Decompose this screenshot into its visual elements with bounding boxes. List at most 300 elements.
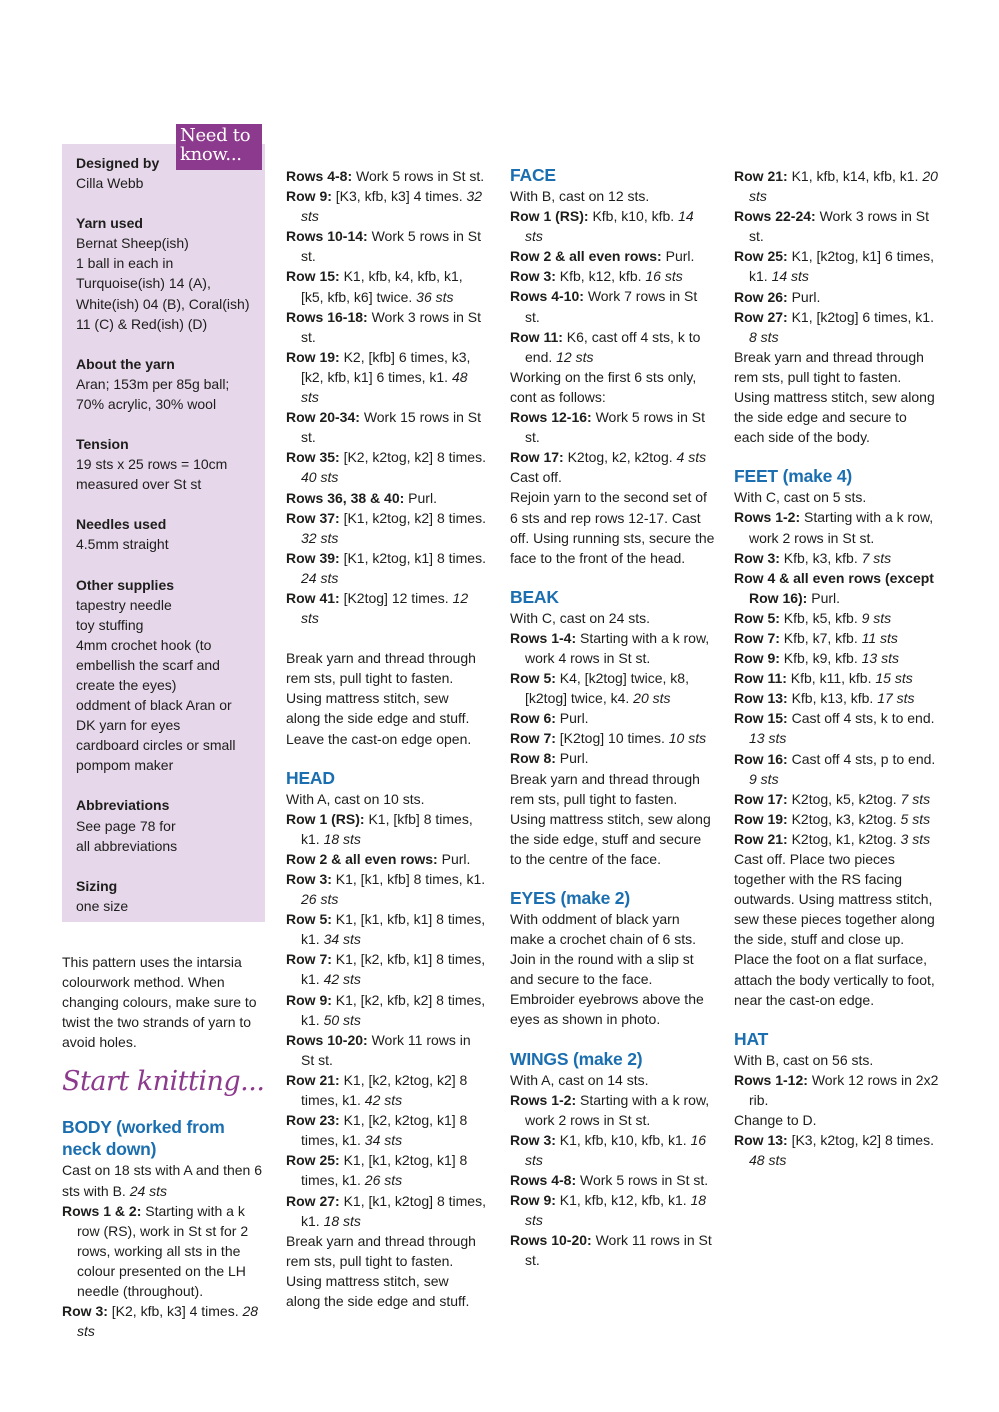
row-instruction xyxy=(510,628,715,668)
row-instruction xyxy=(286,809,486,849)
column-4 xyxy=(734,166,939,1170)
instruction-text: Work 11 rows in St st. xyxy=(301,1031,471,1068)
row-label: Row 19: xyxy=(734,810,788,827)
sidebar-section-title: Sizing xyxy=(76,877,118,894)
row-label: Row 17: xyxy=(510,449,564,466)
stitch-count: 20 sts xyxy=(749,168,938,205)
row-instruction xyxy=(510,1090,715,1130)
row-instruction xyxy=(734,206,939,246)
paragraph xyxy=(510,769,715,869)
stitch-count: 40 sts xyxy=(301,469,339,486)
instruction-text: Cast off. xyxy=(510,469,562,486)
row-instruction xyxy=(286,407,486,447)
row-instruction xyxy=(286,1191,486,1231)
paragraph xyxy=(510,186,715,206)
paragraph xyxy=(734,1050,939,1070)
instruction-text: Break yarn and thread through rem sts, pull tight to fasten. Using mattress stitch, sew along the side edge and stuff. Leave the cast-on edge open. xyxy=(286,650,476,747)
instruction-text: Purl. xyxy=(559,710,589,727)
section-heading: WINGS (make 2) xyxy=(510,1048,643,1069)
stitch-count: 18 sts xyxy=(323,1212,361,1229)
row-instruction xyxy=(734,608,939,628)
row-label: Row 3: xyxy=(510,268,556,285)
stitch-count: 9 sts xyxy=(749,770,779,787)
row-label: Rows 4-10: xyxy=(510,288,584,305)
row-instruction xyxy=(734,1070,939,1110)
stitch-count: 13 sts xyxy=(749,730,787,747)
row-instruction xyxy=(286,949,486,989)
stitch-count: 32 sts xyxy=(301,188,483,225)
instruction-text: Purl. xyxy=(811,589,841,606)
row-label: Row 1 (RS): xyxy=(286,810,365,827)
row-label: Row 27: xyxy=(734,308,788,325)
instruction-text: Kfb, k12, kfb. xyxy=(559,268,642,285)
stitch-count: 8 sts xyxy=(749,328,779,345)
row-label: Row 3: xyxy=(510,1131,556,1148)
instruction-text: Cast off 4 sts, k to end. xyxy=(791,710,935,727)
row-instruction xyxy=(286,1070,486,1110)
instruction-text: Purl. xyxy=(665,248,695,265)
row-label: Rows 16-18: xyxy=(286,308,368,325)
row-label: Row 9: xyxy=(286,188,332,205)
instruction-text: Work 11 rows in St st. xyxy=(525,1232,712,1269)
row-label: Row 13: xyxy=(734,1132,788,1149)
row-label: Rows 22-24: xyxy=(734,208,816,225)
paragraph xyxy=(510,367,715,407)
row-instruction xyxy=(510,286,715,326)
row-label: Row 11: xyxy=(734,670,787,687)
row-instruction xyxy=(286,588,486,628)
paragraph xyxy=(62,1160,268,1200)
instruction-text: Cast off. Place two pieces together with the RS facing outwards. Using mattress stitch, sew these pieces together along the side, stuff and close up. Place the foot on a flat surface, attach the body vertically to foot, near the cast-on edge. xyxy=(734,851,935,1008)
row-instruction xyxy=(286,1030,486,1070)
instruction-text: Work 12 rows in 2x2 rib. xyxy=(749,1071,939,1108)
row-instruction xyxy=(286,166,486,186)
row-instruction xyxy=(286,447,486,487)
row-label: Row 26: xyxy=(734,288,788,305)
row-instruction xyxy=(510,728,715,748)
instruction-text: Work 5 rows in St st. xyxy=(301,228,482,265)
row-instruction xyxy=(734,1130,939,1170)
instruction-text: K1, [k2, k2tog, k2] 8 times, k1. xyxy=(301,1071,468,1109)
instruction-text: [K1, k2tog, k2] 8 times. xyxy=(343,509,486,526)
row-instruction xyxy=(510,447,715,467)
sidebar-section-line: all abbreviations xyxy=(76,837,178,854)
row-label: Rows 4-8: xyxy=(510,1172,577,1189)
instruction-text: Work 5 rows in St st. xyxy=(580,1172,709,1189)
sidebar-section-line: 70% acrylic, 30% wool xyxy=(76,395,217,412)
stitch-count: 50 sts xyxy=(323,1011,361,1028)
row-instruction xyxy=(286,990,486,1030)
paragraph xyxy=(734,347,939,447)
instruction-text: Purl. xyxy=(791,288,821,305)
row-instruction xyxy=(286,508,486,548)
sidebar-section-title: Designed by xyxy=(76,155,160,171)
row-label: Row 41: xyxy=(286,589,340,606)
row-label: Row 8: xyxy=(510,750,556,767)
row-instruction xyxy=(734,307,939,347)
row-label: Row 5: xyxy=(734,609,780,626)
instruction-text: Kfb, k13, kfb. xyxy=(791,690,874,707)
sidebar-section-line: DK yarn for eyes xyxy=(76,717,181,734)
row-label: Row 6: xyxy=(510,710,556,727)
instruction-text: Starting with a k row, work 4 rows in St st. xyxy=(525,629,710,666)
instruction-text: Cast on 18 sts with A and then 6 sts with B. xyxy=(62,1162,263,1199)
paragraph xyxy=(510,1070,715,1090)
row-instruction xyxy=(286,548,486,588)
row-label: Rows 10-14: xyxy=(286,228,368,245)
stitch-count: 32 sts xyxy=(301,529,339,546)
stitch-count: 7 sts xyxy=(861,549,892,566)
row-instruction xyxy=(734,287,939,307)
row-instruction xyxy=(734,789,939,809)
section-heading: FEET (make 4) xyxy=(734,466,852,487)
stitch-count: 13 sts xyxy=(861,650,899,667)
row-instruction xyxy=(734,688,939,708)
stitch-count: 10 sts xyxy=(668,730,707,747)
row-instruction xyxy=(510,708,715,728)
row-instruction xyxy=(734,668,939,688)
instruction-text: Kfb, k10, kfb. xyxy=(592,208,675,225)
instruction-text: [K3, kfb, k3] 4 times. xyxy=(335,188,463,205)
stitch-count: 34 sts xyxy=(323,931,361,948)
row-instruction xyxy=(62,1201,268,1301)
row-label: Rows 10-20: xyxy=(286,1031,368,1048)
stitch-count: 18 sts xyxy=(525,1192,707,1229)
section-gap xyxy=(76,555,249,575)
paragraph xyxy=(734,487,939,507)
row-instruction xyxy=(286,307,486,347)
row-label: Row 3: xyxy=(62,1303,108,1320)
instruction-text: K1, kfb, k12, kfb, k1. xyxy=(559,1192,687,1209)
row-instruction xyxy=(286,266,486,306)
row-label: Row 7: xyxy=(510,730,556,747)
instruction-text: Rejoin yarn to the second set of 6 sts and rep rows 12-17. Cast off. Using running sts, secure the face to the front of the head. xyxy=(510,489,715,566)
stitch-count: 48 sts xyxy=(749,1152,787,1169)
stitch-count: 18 sts xyxy=(323,830,361,847)
instruction-text: Starting with a k row (RS), work in St st for 2 rows, working all sts in the colour presented on the LH needle (throughout). xyxy=(77,1202,249,1300)
instruction-text: [K2tog] 10 times. xyxy=(559,730,665,747)
row-label: Rows 1-2: xyxy=(734,509,801,526)
instruction-text: With oddment of black yarn make a crochet chain of 6 sts. Join in the round with a slip st and secure to the face. Embroider eyebrows above the eyes as shown in photo. xyxy=(510,911,704,1028)
row-label: Row 20-34: xyxy=(286,409,360,426)
sidebar-section-title: Yarn used xyxy=(76,215,143,232)
instruction-text: [K2tog] 12 times. xyxy=(343,589,449,606)
paragraph-gap xyxy=(286,628,486,648)
instruction-text: K2tog, k3, k2tog. xyxy=(791,810,897,827)
row-instruction xyxy=(286,849,486,869)
row-instruction xyxy=(510,407,715,447)
sidebar-section-line: measured over St st xyxy=(76,476,202,493)
instruction-text: K1, [k2, kfb, k2] 8 times, k1. xyxy=(301,991,486,1028)
instruction-text: Work 3 rows in St st. xyxy=(301,308,482,345)
row-instruction xyxy=(510,1190,715,1230)
instruction-text: Work 5 rows in St st. xyxy=(356,168,485,184)
stitch-count: 16 sts xyxy=(525,1131,707,1168)
section-heading: BODY (worked from neck down) xyxy=(62,1117,225,1160)
row-label: Row 17: xyxy=(734,790,788,807)
row-label: Row 25: xyxy=(286,1152,340,1169)
row-instruction xyxy=(286,1150,486,1190)
instruction-text: Change to D. xyxy=(734,1112,817,1129)
instruction-text: [K3, k2tog, k2] 8 times. xyxy=(791,1132,934,1149)
stitch-count: 26 sts xyxy=(301,891,339,908)
row-instruction xyxy=(510,1170,715,1190)
row-instruction xyxy=(734,809,939,829)
row-label: Row 11: xyxy=(510,328,563,345)
instruction-text: K2, [kfb] 6 times, k3, [k2, kfb, k1] 6 times, k1. xyxy=(301,348,471,385)
stitch-count: 42 sts xyxy=(323,971,361,988)
stitch-count: 14 sts xyxy=(771,268,809,285)
stitch-count: 9 sts xyxy=(861,609,892,626)
stitch-count: 14 sts xyxy=(525,208,694,245)
stitch-count: 48 sts xyxy=(301,368,468,406)
row-instruction xyxy=(734,628,939,648)
row-label: Row 9: xyxy=(734,650,780,667)
instruction-text: Kfb, k7, kfb. xyxy=(783,629,858,646)
row-label: Row 4 & all even rows (except Row 16): xyxy=(734,569,934,606)
sidebar-section-title: About the yarn xyxy=(76,355,175,372)
row-instruction xyxy=(286,186,486,226)
instruction-text: K1, kfb, k10, kfb, k1. xyxy=(559,1131,687,1148)
instruction-text: K1, [k2, k2tog, k1] 8 times, k1. xyxy=(301,1112,468,1149)
instruction-text: Break yarn and thread through rem sts, pull tight to fasten. Using mattress stitch, sew along the side edge, stuff and secure to the centre of the face. xyxy=(510,770,711,867)
row-label: Rows 10-20: xyxy=(510,1232,592,1249)
instruction-text: K2tog, k2, k2tog. xyxy=(567,449,673,466)
instruction-text: K2tog, k1, k2tog. xyxy=(791,830,897,847)
row-instruction xyxy=(510,1130,715,1170)
section-heading: HAT xyxy=(734,1028,769,1049)
row-label: Row 9: xyxy=(286,991,332,1008)
sidebar-section-line: See page 78 for xyxy=(76,817,176,834)
need-to-know-tag-line-1: Need to xyxy=(180,125,251,146)
need-to-know-content xyxy=(76,153,249,916)
row-label: Row 19: xyxy=(286,348,340,365)
instruction-text: K1, [k1, k2tog, k1] 8 times, k1. xyxy=(301,1152,468,1189)
section-heading: FACE xyxy=(510,165,556,185)
stitch-count: 12 sts xyxy=(301,589,469,627)
row-instruction xyxy=(510,206,715,246)
stitch-count: 3 sts xyxy=(900,830,931,847)
instruction-text: K1, [kfb] 8 times, k1. xyxy=(301,810,473,847)
paragraph xyxy=(734,849,939,1010)
instruction-text: K1, kfb, k4, kfb, k1, [k5, kfb, k6] twice. xyxy=(301,268,463,305)
row-label: Rows 1-2: xyxy=(510,1091,577,1108)
column-3 xyxy=(510,164,715,1271)
paragraph xyxy=(510,467,715,487)
stitch-count: 24 sts xyxy=(129,1182,168,1199)
stitch-count: 36 sts xyxy=(416,288,454,305)
sidebar-section-line: Aran; 153m per 85g ball; xyxy=(76,375,230,392)
instruction-text: This pattern uses the intarsia colourwork method. When changing colours, make sure to twist the two strands of yarn to avoid holes. xyxy=(62,954,257,1051)
paragraph xyxy=(286,1231,486,1311)
sidebar-section-line: 1 ball in each in xyxy=(76,255,174,272)
paragraph xyxy=(286,789,486,809)
sidebar-section-line: oddment of black Aran or xyxy=(76,697,232,714)
sidebar-section-line: one size xyxy=(76,897,129,914)
row-label: Row 13: xyxy=(734,690,788,707)
row-label: Rows 1 & 2: xyxy=(62,1202,142,1219)
sidebar-section-title: Needles used xyxy=(76,516,167,533)
instruction-text: With B, cast on 12 sts. xyxy=(510,188,650,204)
row-label: Row 3: xyxy=(286,871,332,887)
instruction-text: K2tog, k5, k2tog. xyxy=(791,790,897,807)
instruction-text: K1, [k2tog] 6 times, k1. xyxy=(791,308,934,325)
paragraph xyxy=(510,909,715,1030)
row-instruction xyxy=(734,166,939,206)
sidebar-section-line: White(ish) 04 (B), Coral(ish) xyxy=(76,295,250,312)
instruction-text: Purl. xyxy=(408,489,437,506)
row-label: Rows 1-4: xyxy=(510,629,577,646)
row-instruction xyxy=(62,1301,268,1341)
instruction-text: [K2, k2tog, k2] 8 times. xyxy=(343,449,486,466)
sidebar-section-line: cardboard circles or small xyxy=(76,737,236,754)
sidebar-section-title: Other supplies xyxy=(76,576,175,593)
row-label: Row 37: xyxy=(286,509,340,526)
instruction-text: Purl. xyxy=(559,750,589,767)
row-instruction xyxy=(510,748,715,768)
row-label: Rows 1-12: xyxy=(734,1071,808,1088)
stitch-count: 26 sts xyxy=(364,1172,403,1189)
paragraph xyxy=(62,952,268,1052)
row-instruction xyxy=(286,488,486,508)
need-to-know-tag-line-2: know... xyxy=(180,144,242,165)
stitch-count: 17 sts xyxy=(877,690,915,707)
sidebar-section-line: embellish the scarf and xyxy=(76,656,220,673)
sidebar-section-line: 11 (C) & Red(ish) (D) xyxy=(76,315,208,332)
section-gap xyxy=(76,414,249,434)
instruction-text: Kfb, k11, kfb. xyxy=(790,670,872,687)
row-label: Row 5: xyxy=(286,911,332,928)
row-label: Row 21: xyxy=(286,1071,340,1088)
row-label: Row 7: xyxy=(286,951,332,968)
instruction-text: Work 15 rows in St st. xyxy=(301,409,482,446)
row-label: Row 5: xyxy=(510,670,556,687)
row-instruction xyxy=(286,1110,486,1150)
instruction-text: With C, cast on 5 sts. xyxy=(734,489,867,506)
instruction-text: Break yarn and thread through rem sts, pull tight to fasten. Using mattress stitch, sew along the side edge and stuff. xyxy=(286,1232,476,1309)
instruction-text: Work 5 rows in St st. xyxy=(525,409,706,446)
sidebar-section-line: toy stuffing xyxy=(76,616,144,633)
row-label: Rows 36, 38 & 40: xyxy=(286,489,405,506)
instruction-text: With B, cast on 56 sts. xyxy=(734,1051,874,1068)
instruction-text: Working on the first 6 sts only, cont as follows: xyxy=(510,368,697,405)
row-instruction xyxy=(734,648,939,668)
paragraph xyxy=(734,1110,939,1130)
paragraph xyxy=(510,608,715,628)
stitch-count: 28 sts xyxy=(77,1303,259,1340)
instruction-text: With A, cast on 10 sts. xyxy=(286,790,425,807)
row-label: Row 35: xyxy=(286,449,340,466)
instruction-text: With A, cast on 14 sts. xyxy=(510,1071,649,1088)
row-label: Row 2 & all even rows: xyxy=(510,248,662,265)
row-label: Row 21: xyxy=(734,168,788,184)
instruction-text: K1, [k1, k2tog] 8 times, k1. xyxy=(301,1192,486,1229)
instruction-text: Purl. xyxy=(441,850,471,867)
row-label: Row 21: xyxy=(734,830,788,847)
row-label: Rows 12-16: xyxy=(510,409,592,426)
row-label: Row 27: xyxy=(286,1192,340,1209)
instruction-text: [K1, k2tog, k1] 8 times. xyxy=(343,549,486,566)
row-instruction xyxy=(510,246,715,266)
instruction-text: Break yarn and thread through rem sts, pull tight to fasten. Using mattress stitch, sew along the side edge and secure to each side of the body. xyxy=(734,348,935,446)
instruction-text: Starting with a k row, work 2 rows in St st. xyxy=(525,1091,710,1128)
stitch-count: 34 sts xyxy=(364,1132,403,1149)
instruction-text: K1, [k2, kfb, k1] 8 times, k1. xyxy=(301,951,486,988)
row-label: Rows 4-8: xyxy=(286,168,353,184)
instruction-text: [K2, kfb, k3] 4 times. xyxy=(111,1303,239,1320)
section-heading: EYES (make 2) xyxy=(510,888,630,908)
sidebar-section-line: tapestry needle xyxy=(76,596,172,613)
row-instruction xyxy=(734,548,939,568)
section-gap xyxy=(76,334,249,354)
row-instruction xyxy=(286,347,486,407)
sidebar-section-line: 19 sts x 25 rows = 10cm xyxy=(76,456,228,473)
row-instruction xyxy=(734,568,939,608)
instruction-text: Work 3 rows in St st. xyxy=(749,208,930,245)
section-gap xyxy=(76,856,249,876)
row-instruction xyxy=(286,869,486,909)
row-instruction xyxy=(510,327,715,367)
stitch-count: 20 sts xyxy=(633,690,671,707)
row-instruction xyxy=(734,507,939,547)
sidebar-section-line: Cilla Webb xyxy=(76,175,144,192)
stitch-count: 42 sts xyxy=(364,1092,403,1109)
paragraph xyxy=(286,648,486,748)
stitch-count: 24 sts xyxy=(301,569,339,586)
row-label: Row 15: xyxy=(286,268,340,285)
row-label: Row 15: xyxy=(734,710,788,727)
sidebar-section-line: create the eyes) xyxy=(76,676,177,693)
row-label: Row 1 (RS): xyxy=(510,208,589,225)
instruction-text: K1, kfb, k14, kfb, k1. xyxy=(791,168,919,184)
stitch-count: 15 sts xyxy=(875,670,913,687)
instruction-text: Kfb, k5, kfb. xyxy=(783,609,858,626)
instruction-text: Starting with a k row, work 2 rows in St st. xyxy=(749,509,934,546)
row-instruction xyxy=(510,1230,715,1270)
need-to-know-tag xyxy=(176,124,262,170)
stitch-count: 11 sts xyxy=(861,629,898,646)
row-instruction xyxy=(734,749,939,789)
row-label: Row 16: xyxy=(734,750,788,767)
sidebar-section-line: 4mm crochet hook (to xyxy=(76,636,212,653)
instruction-text: Work 7 rows in St st. xyxy=(525,288,698,325)
row-instruction xyxy=(286,226,486,266)
instruction-text: Kfb, k3, kfb. xyxy=(783,549,858,566)
row-label: Row 2 & all even rows: xyxy=(286,850,438,867)
stitch-count: 5 sts xyxy=(900,810,931,827)
instruction-text: K4, [k2tog] twice, k8, [k2tog] twice, k4. xyxy=(525,670,689,707)
row-instruction xyxy=(734,246,939,286)
row-instruction xyxy=(510,266,715,286)
instruction-text: Kfb, k9, kfb. xyxy=(783,650,858,667)
section-gap xyxy=(76,494,249,514)
row-label: Row 3: xyxy=(734,549,780,566)
section-gap xyxy=(76,193,249,213)
row-label: Row 9: xyxy=(510,1192,556,1209)
row-instruction xyxy=(734,708,939,748)
start-knitting-heading: Start knitting... xyxy=(62,1066,265,1098)
row-label: Row 25: xyxy=(734,248,788,265)
instruction-text: With C, cast on 24 sts. xyxy=(510,609,651,626)
sidebar-section-title: Abbreviations xyxy=(76,797,170,814)
row-instruction xyxy=(734,829,939,849)
stitch-count: 4 sts xyxy=(676,449,707,466)
sidebar-section-line: pompom maker xyxy=(76,757,174,774)
sidebar-section-line: Bernat Sheep(ish) xyxy=(76,235,189,252)
row-label: Row 23: xyxy=(286,1112,340,1129)
section-heading: BEAK xyxy=(510,586,559,607)
section-gap xyxy=(76,775,249,795)
